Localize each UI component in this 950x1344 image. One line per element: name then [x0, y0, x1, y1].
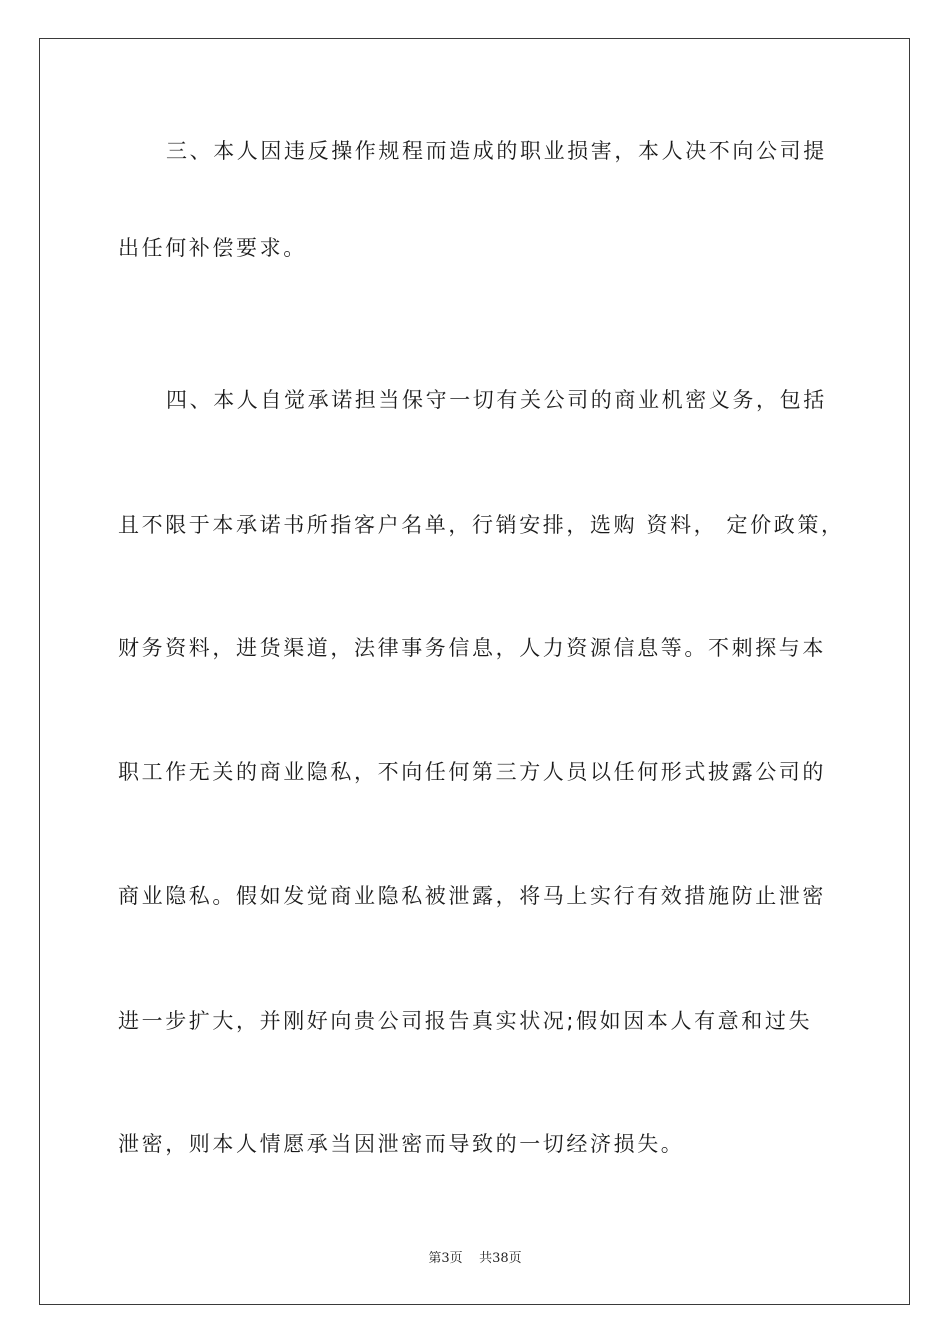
paragraph-4-line-5: 商业隐私。假如发觉商业隐私被泄露，将马上实行有效措施防止泄密 — [118, 884, 826, 908]
paragraph-4-line-7: 泄密，则本人情愿承当因泄密而导致的一切经济损失。 — [118, 1132, 685, 1156]
page-number-footer: 第3页 共38页 — [428, 1251, 522, 1266]
paragraph-4-line-4: 职工作无关的商业隐私，不向任何第三方人员以任何形式披露公司的 — [118, 760, 826, 784]
paragraph-4-line-6: 进一步扩大，并刚好向贵公司报告真实状况;假如因本人有意和过失 — [118, 1009, 813, 1033]
page-border — [39, 38, 910, 1305]
paragraph-3-line-2: 出任何补偿要求。 — [118, 236, 307, 260]
paragraph-4-line-1: 四、本人自觉承诺担当保守一切有关公司的商业机密义务，包括 — [166, 388, 827, 412]
paragraph-4-line-3: 财务资料，进货渠道，法律事务信息，人力资源信息等。不刺探与本 — [118, 636, 826, 660]
paragraph-3-line-1: 三、本人因违反操作规程而造成的职业损害，本人决不向公司提 — [166, 139, 827, 163]
paragraph-4-line-2: 且不限于本承诺书所指客户名单，行销安排，选购 资料， 定价政策， — [118, 513, 845, 537]
